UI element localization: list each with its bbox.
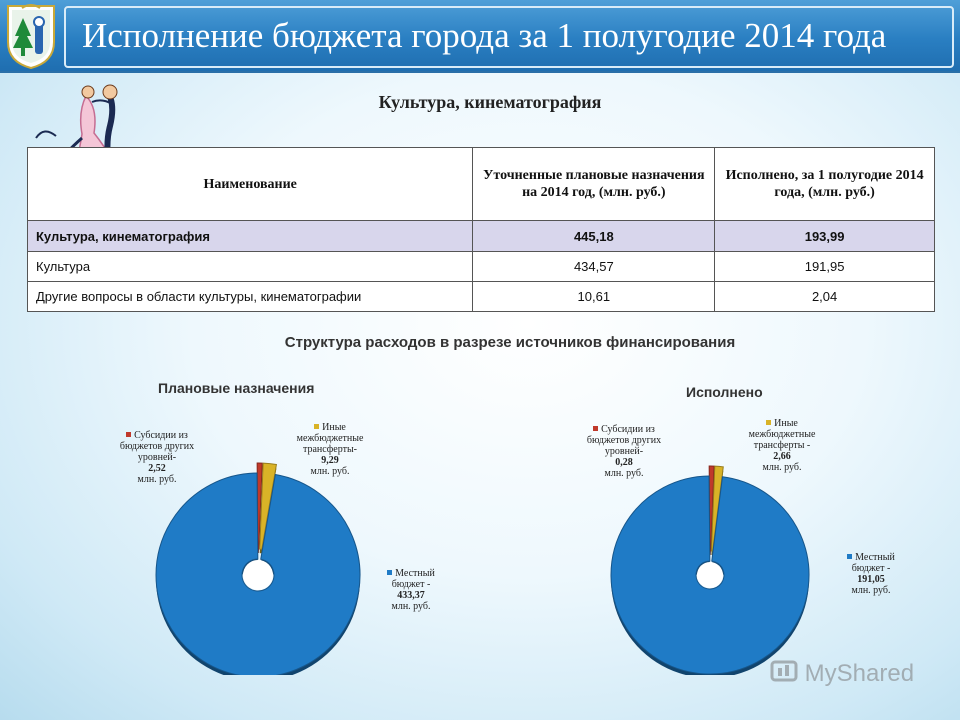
row-plan-value: 10,61: [473, 282, 715, 312]
column-header-name: Наименование: [28, 148, 473, 221]
slide-header: [0, 0, 960, 73]
pie-label-subsidies-plan: [112, 430, 202, 485]
label-name: Субсидии из бюджетов других уровней-: [586, 424, 662, 457]
row-name: Культура: [28, 252, 473, 282]
label-value: 2,52: [148, 463, 166, 474]
label-name: Иные межбюджетные трансферты-: [296, 422, 364, 455]
column-header-done: Исполнено, за 1 полугодие 2014 года, (млн. руб.): [715, 148, 935, 221]
label-name: Субсидии из бюджетов других уровней-: [119, 430, 195, 463]
legend-swatch: [593, 426, 598, 431]
label-unit: млн. руб.: [310, 466, 350, 477]
table-row: [28, 282, 935, 312]
city-emblem-icon: [4, 2, 58, 70]
pie-label-transfers-done: [736, 418, 828, 473]
watermark-text: MyShared: [804, 659, 915, 687]
table-row: [28, 252, 935, 282]
pie-label-subsidies-done: [578, 424, 670, 479]
legend-swatch: [766, 420, 771, 425]
structure-title: Структура расходов в разрезе источников финансирования: [284, 334, 736, 351]
legend-swatch: [126, 432, 131, 437]
pie-center-hole: [697, 562, 723, 588]
label-unit: млн. руб.: [391, 601, 431, 612]
label-value: 433,37: [397, 590, 425, 601]
watermark: [770, 656, 930, 690]
pie-center-hole: [243, 560, 273, 590]
label-name: Местный бюджет -: [391, 568, 435, 590]
label-value: 191,05: [857, 574, 885, 585]
label-unit: млн. руб.: [851, 585, 891, 596]
legend-swatch: [387, 570, 392, 575]
section-title: Культура, кинематография: [378, 92, 602, 112]
table-header-row: [28, 148, 935, 221]
row-done-value: 193,99: [715, 221, 935, 252]
page-title: Исполнение бюджета города за 1 полугодие 2014 года: [82, 16, 887, 55]
pie-label-local-done: [834, 552, 908, 596]
row-done-value: 2,04: [715, 282, 935, 312]
watermark-logo-icon: [770, 656, 798, 691]
legend-swatch: [847, 554, 852, 559]
label-value: 9,29: [321, 455, 339, 466]
pie-label-local-plan: [376, 568, 446, 612]
label-value: 0,28: [615, 457, 633, 468]
row-name: Другие вопросы в области культуры, кинематографии: [28, 282, 473, 312]
label-unit: млн. руб.: [137, 474, 177, 485]
budget-table: [27, 147, 935, 312]
pie-label-transfers-plan: [284, 422, 376, 477]
row-done-value: 191,95: [715, 252, 935, 282]
pie-title-done: Исполнено: [686, 384, 763, 400]
legend-swatch: [314, 424, 319, 429]
row-name: Культура, кинематография: [28, 221, 473, 252]
label-name: Местный бюджет -: [851, 552, 895, 574]
label-unit: млн. руб.: [604, 468, 644, 479]
table-row-total: [28, 221, 935, 252]
label-name: Иные межбюджетные трансферты -: [748, 418, 816, 451]
pie-title-plan: Плановые назначения: [158, 380, 315, 396]
row-plan-value: 434,57: [473, 252, 715, 282]
label-value: 2,66: [773, 451, 791, 462]
row-plan-value: 445,18: [473, 221, 715, 252]
label-unit: млн. руб.: [762, 462, 802, 473]
column-header-plan: Уточненные плановые назначения на 2014 год, (млн. руб.): [473, 148, 715, 221]
